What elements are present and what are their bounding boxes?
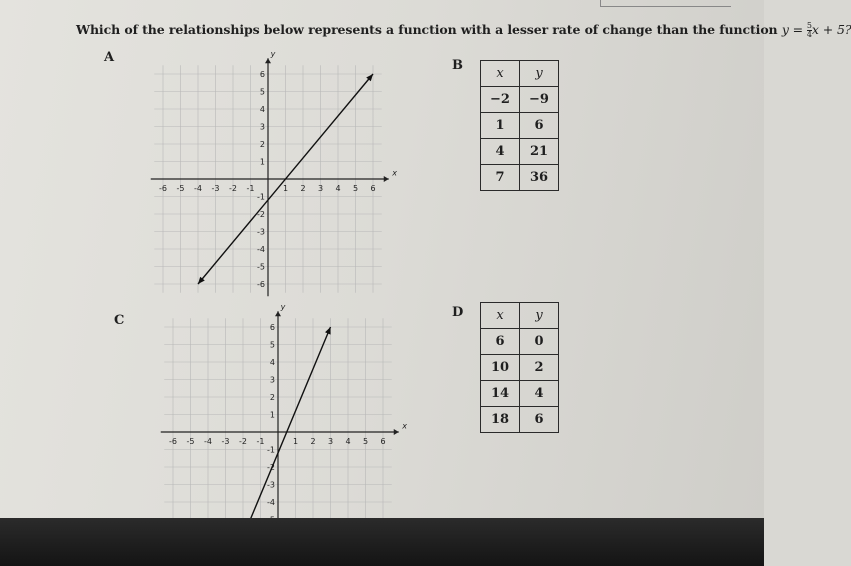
y-tick-label: -2 bbox=[257, 210, 265, 219]
x-tick-label: 1 bbox=[282, 184, 289, 193]
y-tick-label: 5 bbox=[269, 340, 275, 350]
y-tick-label: 3 bbox=[269, 375, 275, 385]
x-tick-label: 5 bbox=[362, 437, 369, 446]
y-tick-label: 2 bbox=[269, 393, 275, 402]
col-header-x: x bbox=[481, 303, 520, 329]
y-tick-label: 4 bbox=[259, 105, 265, 114]
y-axis-label: y bbox=[270, 49, 276, 59]
question-text bbox=[76, 21, 851, 39]
y-tick-label: -4 bbox=[257, 245, 265, 254]
table-row: 7 36 bbox=[481, 165, 559, 191]
y-tick-label: -6 bbox=[257, 280, 265, 289]
x-tick-label: -2 bbox=[239, 437, 247, 446]
table-row: 10 2 bbox=[481, 355, 559, 381]
y-tick-label: 6 bbox=[259, 70, 265, 79]
y-tick-label: -4 bbox=[267, 498, 275, 507]
x-axis-label: x bbox=[402, 421, 407, 431]
table-row: 4 21 bbox=[481, 139, 559, 165]
option-c-label: C bbox=[114, 313, 125, 328]
y-tick-label: 5 bbox=[259, 87, 265, 97]
x-axis-label: x bbox=[392, 168, 397, 178]
x-axis-arrow bbox=[394, 429, 399, 435]
x-tick-label: 4 bbox=[335, 184, 341, 193]
y-tick-label: 3 bbox=[259, 122, 265, 132]
x-tick-label: 3 bbox=[317, 184, 324, 193]
x-tick-label: -1 bbox=[256, 437, 265, 446]
x-tick-label: 2 bbox=[300, 184, 306, 193]
question-prompt: Which of the relationships below represents a function with a lesser rate of change than the function bbox=[76, 22, 778, 37]
col-header-y: y bbox=[520, 303, 559, 329]
y-axis-arrow bbox=[275, 311, 281, 316]
x-tick-label: -3 bbox=[221, 437, 230, 446]
option-a-graph bbox=[150, 49, 400, 289]
x-tick-label: 2 bbox=[310, 437, 316, 446]
x-tick-label: -2 bbox=[229, 184, 237, 193]
option-b-label: B bbox=[452, 58, 463, 73]
x-tick-label: -4 bbox=[194, 184, 202, 193]
y-tick-label: 1 bbox=[269, 410, 275, 420]
y-tick-label: -5 bbox=[257, 262, 265, 272]
option-d-label: D bbox=[452, 305, 464, 320]
y-tick-label: -1 bbox=[257, 192, 265, 202]
option-a-label: A bbox=[104, 50, 115, 65]
y-axis-label: y bbox=[280, 302, 286, 312]
x-tick-label: 5 bbox=[352, 184, 359, 193]
x-tick-label: -1 bbox=[246, 184, 255, 193]
y-tick-label: -3 bbox=[267, 480, 275, 490]
y-tick-label: 4 bbox=[269, 358, 275, 367]
table-row: 1 6 bbox=[481, 113, 559, 139]
y-tick-label: 2 bbox=[259, 140, 265, 149]
fraction: $\frac{5}{4}$ bbox=[806, 21, 812, 39]
table-row: −2 −9 bbox=[481, 87, 559, 113]
x-tick-label: 6 bbox=[370, 184, 376, 193]
x-tick-label: -3 bbox=[211, 184, 220, 193]
x-tick-label: -5 bbox=[176, 184, 185, 193]
x-tick-label: 1 bbox=[292, 437, 299, 446]
y-tick-label: 6 bbox=[269, 323, 275, 332]
y-tick-label: -2 bbox=[267, 463, 275, 472]
desk-edge bbox=[0, 518, 764, 566]
x-tick-label: -4 bbox=[204, 437, 212, 446]
y-tick-label: -3 bbox=[257, 227, 265, 237]
x-tick-label: 3 bbox=[327, 437, 334, 446]
x-axis-arrow bbox=[384, 176, 389, 182]
table-row: 18 6 bbox=[481, 407, 559, 433]
equation: y = $\frac{5}{4}$ x + 5? bbox=[781, 21, 851, 39]
top-edge-mark bbox=[600, 0, 731, 7]
x-tick-label: -6 bbox=[159, 184, 167, 193]
table-row: 14 4 bbox=[481, 381, 559, 407]
col-header-y: y bbox=[520, 61, 559, 87]
y-tick-label: 1 bbox=[259, 157, 265, 167]
option-b-table bbox=[480, 60, 559, 191]
x-tick-label: -5 bbox=[186, 437, 195, 446]
col-header-x: x bbox=[481, 61, 520, 87]
x-tick-label: -6 bbox=[169, 437, 177, 446]
x-tick-label: 6 bbox=[380, 437, 386, 446]
option-d-table bbox=[480, 302, 559, 433]
x-tick-label: 4 bbox=[345, 437, 351, 446]
option-c-graph bbox=[160, 302, 410, 540]
table-row: 6 0 bbox=[481, 329, 559, 355]
y-axis-arrow bbox=[265, 58, 271, 63]
y-tick-label: -1 bbox=[267, 445, 275, 455]
